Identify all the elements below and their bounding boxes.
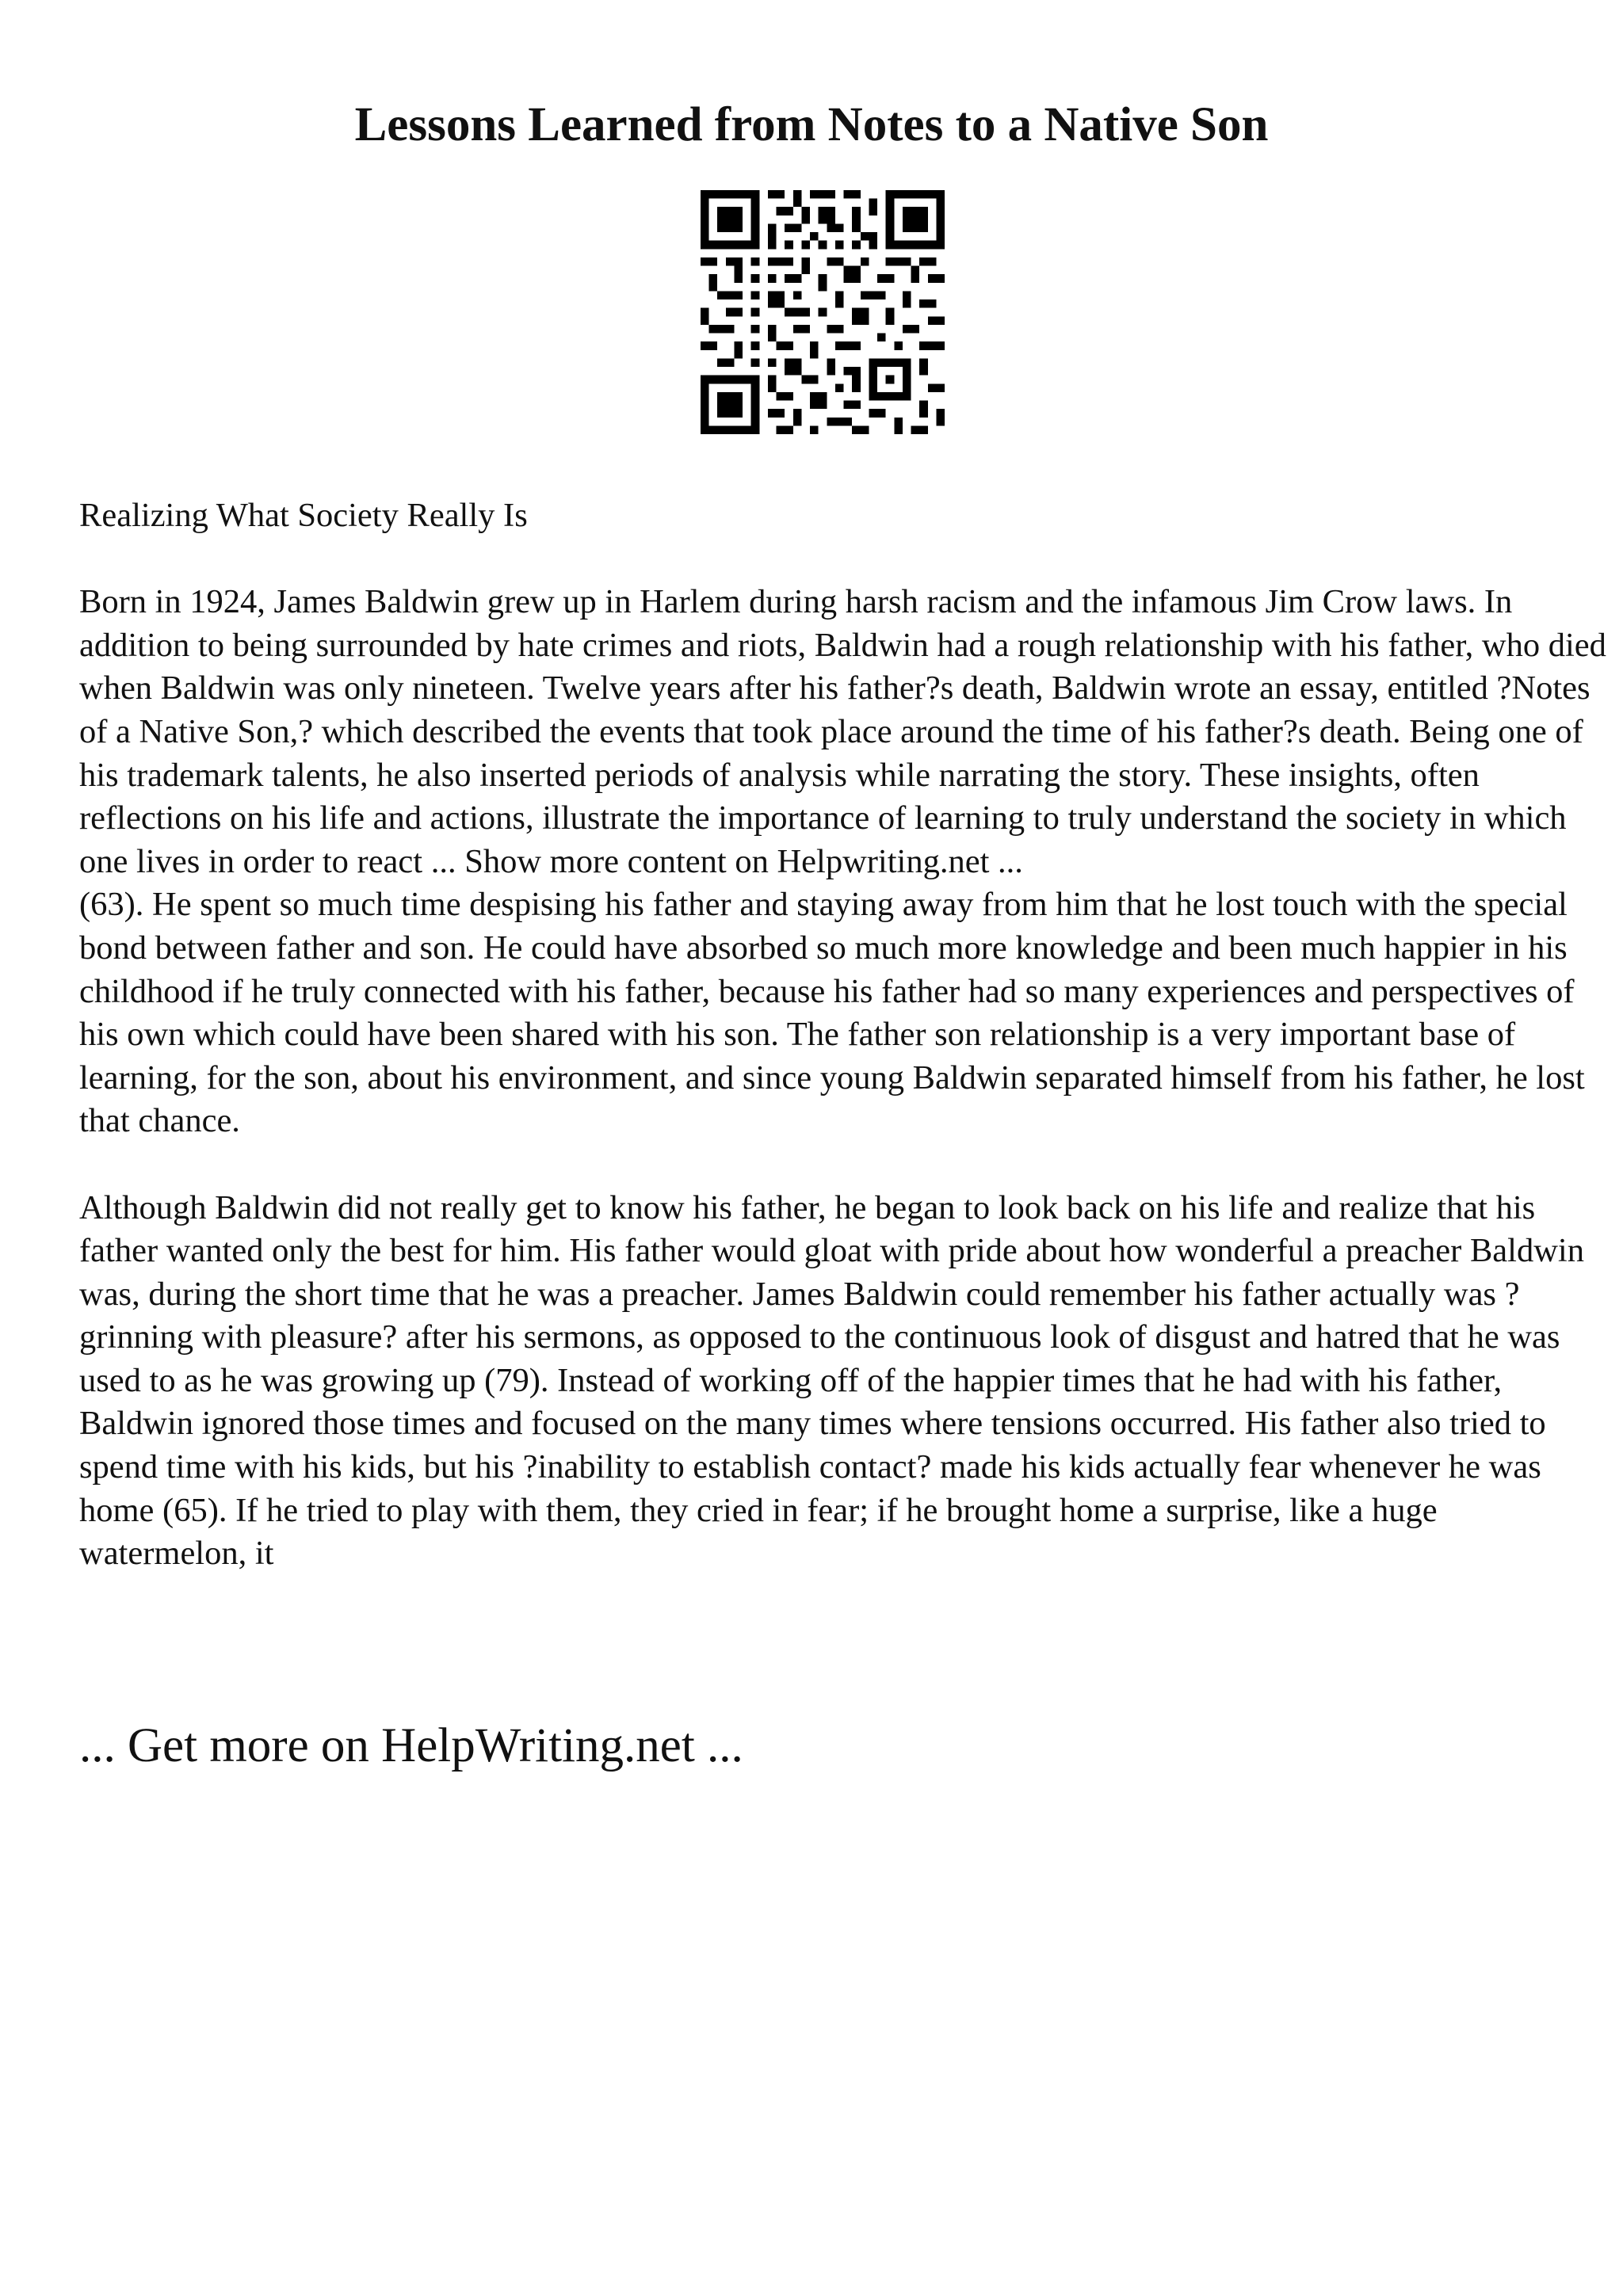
section-heading: Realizing What Society Really Is — [79, 497, 528, 534]
footer-link-text[interactable]: ... Get more on HelpWriting.net ... — [79, 1719, 743, 1772]
body-paragraph-3: Although Baldwin did not really get to know his father, he began to look back on his life and realize that his father wanted only the best for him. His father would gloat with pride about how wonderful a preacher Baldwin was, during the short time that he was a preacher. James Baldwin could remember his father actually was ?grinning with pleasure? after his sermons, as opposed to the continuous look of disgust and hatred that he was used to as he was growing up (79). Instead of working off of the happier times that he had with his father, Baldwin ignored those times and focused on the many times where tensions occurred. His father also tried to spend time with his kids, but his ?inability to establish contact? made his kids actually fear whenever he was home (65). If he tried to play with them, they cried in fear; if he brought home a surprise, like a huge watermelon, it — [79, 1188, 1584, 1573]
body-paragraph-1: Born in 1924, James Baldwin grew up in Harlem during harsh racism and the infamous Jim Crow laws. In addition to being surrounded by hate crimes and riots, Baldwin had a rough relationship with his father, who died when Baldwin was only nineteen. Twelve years after his father?s death, Baldwin wrote an essay, entitled ?Notes of a Native Son,? which described the events that took place around the time of his father?s death. Being one of his trademark talents, he also inserted periods of analysis while narrating the story. These insights, often reflections on his life and actions, illustrate the importance of learning to truly understand the society in which one lives in order to react ... Show more content on Helpwriting.net ... — [79, 583, 1606, 880]
page-title: Lessons Learned from Notes to a Native Son — [354, 98, 1269, 151]
body-paragraph-2: (63). He spent so much time despising his father and staying away from him that he lost touch with the special bond between father and son. He could have absorbed so much more knowledge and been much happier in his childhood if he truly connected with his father, because his father had so many experiences and perspectives of his own which could have been shared with his son. The father son relationship is a very important base of learning, for the son, about his environment, and since young Baldwin separated himself from his father, he lost that chance. — [79, 886, 1585, 1140]
qr-code — [701, 190, 945, 434]
document-body — [79, 494, 1609, 1576]
